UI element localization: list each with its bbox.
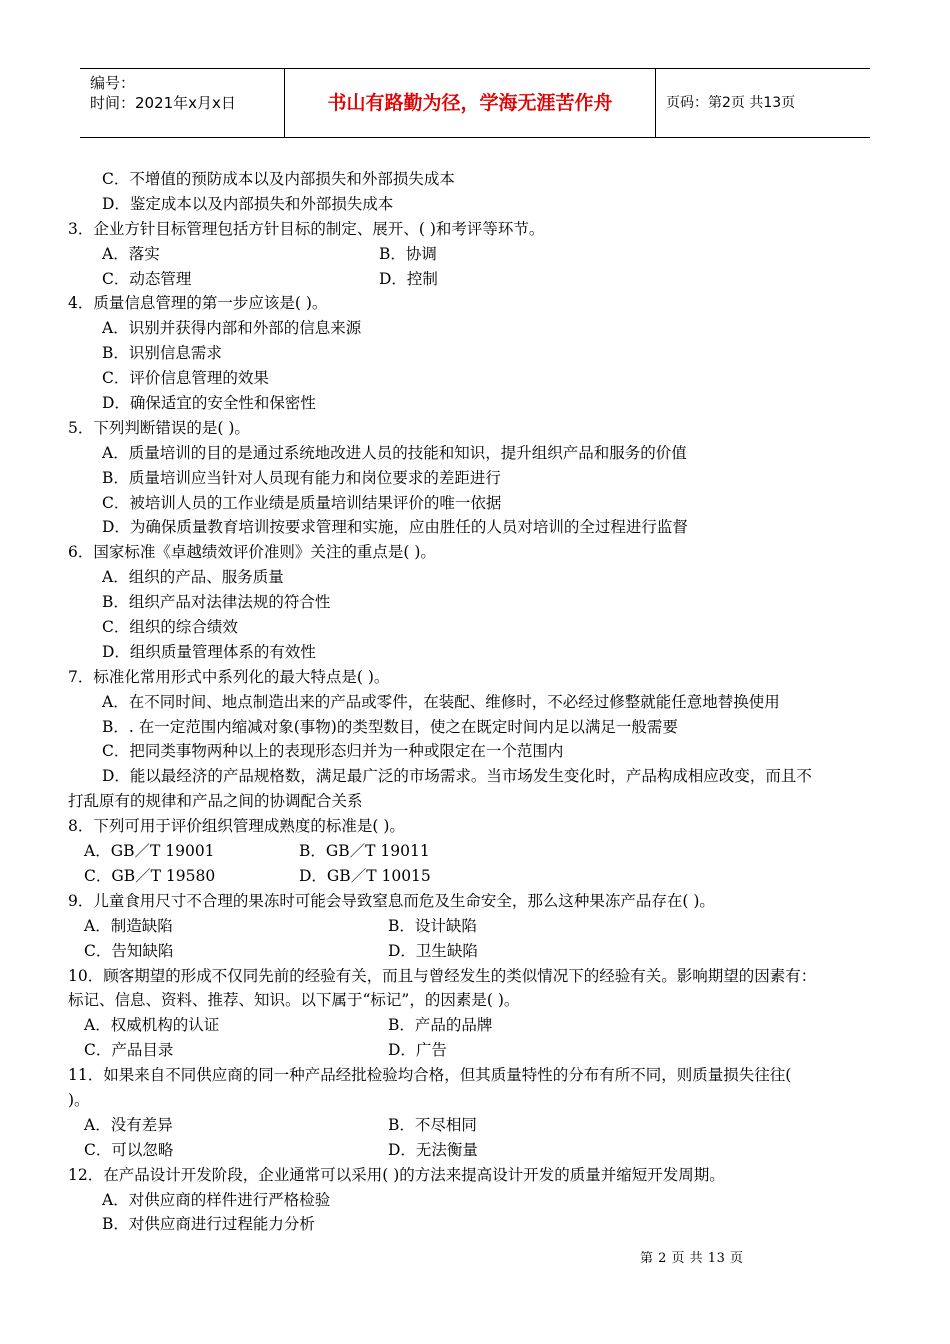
option-c: C．GB／T 19580 bbox=[84, 866, 216, 885]
option-a: A．GB／T 19001 bbox=[84, 842, 215, 861]
header-meta bbox=[80, 69, 284, 137]
option-b: B．不尽相同 bbox=[388, 1115, 477, 1134]
option-a: A．在不同时间、地点制造出来的产品或零件，在装配、维修时，不必经过修整就能任意地替换使用 bbox=[102, 692, 780, 711]
option-b: B．设计缺陷 bbox=[388, 916, 477, 935]
option-row bbox=[68, 839, 886, 864]
header-motto: 书山有路勤为径，学海无涯苦作舟 bbox=[284, 69, 656, 137]
option-row bbox=[68, 1038, 886, 1063]
option-line: D．鉴定成本以及内部损失和外部损失成本 bbox=[102, 194, 394, 213]
question-11: 11．如果来自不同供应商的同一种产品经批检验均合格，但其质量特性的分布有所不同，则质量损失往往( bbox=[68, 1066, 792, 1085]
option-c: C．可以忽略 bbox=[84, 1140, 174, 1159]
question-10: 10．顾客期望的形成不仅同先前的经验有关，而且与曾经发生的类似情况下的经验有关。影响期望的因素有： bbox=[68, 966, 817, 985]
option-d-continued: 打乱原有的规律和产品之间的协调配合关系 bbox=[68, 792, 363, 811]
option-b: B．组织产品对法律法规的符合性 bbox=[102, 593, 331, 612]
question-8: 8．下列可用于评价组织管理成熟度的标准是( )。 bbox=[68, 817, 405, 836]
question-9: 9．儿童食用尺寸不合理的果冻时可能会导致窒息而危及生命安全，那么这种果冻产品存在( )。 bbox=[68, 891, 715, 910]
option-row bbox=[68, 914, 886, 939]
option-d: D．卫生缺陷 bbox=[388, 941, 478, 960]
option-row bbox=[68, 939, 886, 964]
header-page-label: 页码：第2页 共13页 bbox=[666, 95, 796, 111]
question-10-continued: 标记、信息、资料、推荐、知识。以下属于“标记”，的因素是( )。 bbox=[68, 991, 520, 1010]
document-number-label: 编号： bbox=[90, 74, 136, 92]
option-row bbox=[68, 1138, 886, 1163]
question-7: 7．标准化常用形式中系列化的最大特点是( )。 bbox=[68, 667, 390, 686]
option-line: C．不增值的预防成本以及内部损失和外部损失成本 bbox=[102, 170, 455, 188]
option-b: B．产品的品牌 bbox=[388, 1016, 493, 1035]
option-row bbox=[68, 864, 886, 889]
page-footer: 第 2 页 共 13 页 bbox=[640, 1251, 744, 1266]
option-b: B．. 在一定范围内缩减对象(事物)的类型数目，使之在既定时间内足以满足一般需要 bbox=[102, 717, 678, 736]
option-d: D．能以最经济的产品规格数，满足最广泛的市场需求。当市场发生变化时，产品构成相应改变，而且不 bbox=[102, 767, 812, 786]
option-b: B．对供应商进行过程能力分析 bbox=[102, 1215, 315, 1234]
document-body bbox=[68, 167, 886, 1237]
option-row bbox=[68, 267, 886, 292]
option-c: C．动态管理 bbox=[102, 269, 192, 288]
option-d: D．为确保质量教育培训按要求管理和实施，应由胜任的人员对培训的全过程进行监督 bbox=[102, 518, 688, 537]
question-5: 5．下列判断错误的是( )。 bbox=[68, 418, 250, 437]
option-c: C．组织的综合绩效 bbox=[102, 618, 238, 637]
question-3: 3．企业方针目标管理包括方针目标的制定、展开、( )和考评等环节。 bbox=[68, 219, 545, 238]
option-a: A．组织的产品、服务质量 bbox=[102, 568, 284, 587]
option-row bbox=[68, 1113, 886, 1138]
question-11-continued: )。 bbox=[68, 1090, 90, 1109]
option-a: A．没有差异 bbox=[84, 1115, 173, 1134]
option-a: A．权威机构的认证 bbox=[84, 1016, 220, 1035]
option-row bbox=[68, 1013, 886, 1038]
option-d: D．无法衡量 bbox=[388, 1140, 478, 1159]
option-d: D．GB／T 10015 bbox=[299, 866, 431, 885]
option-d: D．确保适宜的安全性和保密性 bbox=[102, 394, 316, 413]
option-c: C．把同类事物两种以上的表现形态归并为一种或限定在一个范围内 bbox=[102, 742, 564, 761]
option-b: B．识别信息需求 bbox=[102, 344, 222, 363]
option-d: D．组织质量管理体系的有效性 bbox=[102, 642, 316, 661]
option-b: B．质量培训应当针对人员现有能力和岗位要求的差距进行 bbox=[102, 468, 501, 487]
option-a: A．质量培训的目的是通过系统地改进人员的技能和知识，提升组织产品和服务的价值 bbox=[102, 443, 687, 462]
option-row bbox=[68, 242, 886, 267]
option-a: A．对供应商的样件进行严格检验 bbox=[102, 1190, 331, 1209]
option-c: C．告知缺陷 bbox=[84, 941, 174, 960]
document-time-label: 时间：2021年x月x日 bbox=[90, 94, 236, 112]
option-a: A．落实 bbox=[102, 244, 160, 263]
option-a: A．识别并获得内部和外部的信息来源 bbox=[102, 319, 362, 338]
page-header bbox=[80, 68, 870, 138]
option-b: B．GB／T 19011 bbox=[299, 842, 430, 861]
option-d: D．广告 bbox=[388, 1041, 447, 1060]
question-12: 12．在产品设计开发阶段，企业通常可以采用( )的方法来提高设计开发的质量并缩短开发周期。 bbox=[68, 1165, 725, 1184]
question-6: 6．国家标准《卓越绩效评价准则》关注的重点是( )。 bbox=[68, 543, 436, 562]
question-4: 4．质量信息管理的第一步应该是( )。 bbox=[68, 294, 328, 313]
option-c: C．产品目录 bbox=[84, 1041, 174, 1060]
option-c: C．评价信息管理的效果 bbox=[102, 369, 269, 388]
option-b: B．协调 bbox=[379, 244, 437, 263]
option-a: A．制造缺陷 bbox=[84, 916, 173, 935]
option-d: D．控制 bbox=[379, 269, 438, 288]
option-c: C．被培训人员的工作业绩是质量培训结果评价的唯一依据 bbox=[102, 493, 502, 512]
